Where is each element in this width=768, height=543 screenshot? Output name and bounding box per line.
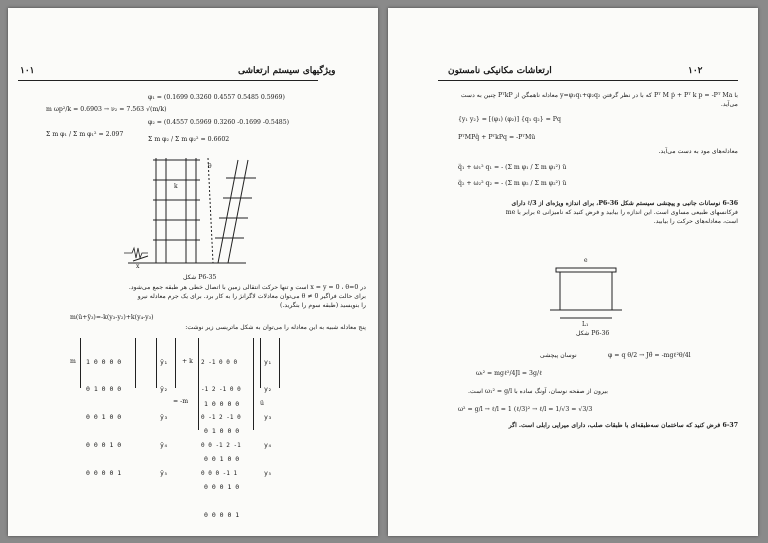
- problem-6-36-line: است، معادله‌های حرکت را بیابید.: [653, 218, 738, 225]
- vector-entry: ÿ₁: [160, 357, 168, 366]
- matrix-row: 0 -1 2 -1 0: [201, 414, 241, 422]
- ground-accel-symbol: ü: [260, 400, 264, 407]
- rhs-matrix-rows: [204, 381, 239, 536]
- paragraph-line: پنج معادله شبیه به این معادله را می‌توان به شکل ماتریسی زیر نوشت:: [185, 324, 366, 331]
- matrix-row: 0 0 1 0 0: [86, 413, 122, 422]
- equation-main: m(ü+ÿ₃)=-k(y₃-y₂)+k(y₄-y₃): [70, 314, 154, 321]
- left-page: [8, 8, 378, 536]
- matrix-row: 0 1 0 0 0: [86, 385, 122, 394]
- vector-entry: y₃: [264, 413, 272, 422]
- vector-entry: ÿ₃: [160, 413, 168, 422]
- page-number: ۱۰۱: [20, 66, 35, 76]
- identity-matrix-rows: [86, 339, 121, 497]
- paragraph-line: با Pᵀ M ṗ + Pᵀ k p = -Pᵀ Ma که با در نظر گرفتن y=φ₁q₁+φ₂q₂ معادله ناهمگن از PᵀkP چنین به دست: [460, 92, 738, 99]
- vector-entry: y₅: [264, 469, 272, 478]
- displacement-vector-rows: [264, 339, 280, 497]
- svg-text:k: k: [174, 183, 178, 190]
- matrix-row: 0 0 0 0 1: [204, 511, 240, 520]
- torsion-label: نوسان پیچشی: [540, 352, 577, 359]
- running-header: ویژگیهای سیستم ارتعاشی: [238, 66, 336, 76]
- equation-mode1: q̈₁ + ω₁² q₁ = - (Σ m φ₁ / Σ m φ₁²) ü: [458, 164, 567, 171]
- vector-entry: y₁: [264, 357, 272, 366]
- matrix-row: 0 1 0 0 0: [204, 427, 240, 436]
- matrix-row: 0 0 0 1 0: [86, 441, 122, 450]
- matrix-row: 1 0 0 0 0: [86, 357, 122, 366]
- paragraph-line: را بنویسید (طبقه سوم را بنگرید.): [279, 302, 366, 309]
- problem-6-36-line: فرکانسهای طبیعی مساوی است. این اندازه را بیابید و فرض کنید که نامیزانی e برابر با me: [505, 209, 738, 216]
- equation-modal-transform: {y₁ y₂} = [(φ₁) (φ₂)] {q₁ q₂} = Pq: [458, 116, 561, 123]
- equation-equal-freq: ω² = g/l → ℓ/l = 1 (ℓ/3)² → ℓ/l = 1/√3 = √3/3: [458, 406, 593, 413]
- paragraph-line: بیرون از صفحه نوسان، آونگ ساده با ω₁² = g/l است.: [468, 388, 608, 395]
- matrix-row: 0 0 0 0 1: [86, 469, 122, 478]
- equation-mass: m ωp²/k = 0.6903 → ν₂ = 7.563 √(m/k): [46, 106, 167, 113]
- equation-sum1: Σ m φ₁ / Σ m φ₁² = 2.097: [46, 131, 124, 138]
- vector-entry: ÿ₂: [160, 385, 168, 394]
- matrix-row: -1 2 -1 0 0: [201, 386, 241, 394]
- equation-phi1: φ₁ = (0.1699 0.3260 0.4557 0.5485 0.5969): [148, 94, 285, 101]
- mass-symbol: m: [70, 358, 76, 365]
- svg-text:x: x: [136, 263, 140, 270]
- vector-entry: y₄: [264, 441, 272, 450]
- vector-entry: ÿ₅: [160, 469, 168, 478]
- vector-entry: y₂: [264, 385, 272, 394]
- paragraph-line: معادله‌های مود به دست می‌آید.: [658, 148, 738, 155]
- building-frame-figure: [118, 148, 268, 273]
- paragraph-line: در x = y = 0 ، θ=0 است و تنها حرکت انتقالی زمین با اتصال خطی هر طبقه جمع می‌شود.: [128, 284, 366, 291]
- figure-caption: شکل P6-36: [576, 330, 610, 337]
- equation-phi2: φ₂ = (0.4557 0.5969 0.3260 -0.1699 -0.5485): [148, 119, 290, 126]
- header-rule: [18, 80, 318, 81]
- stiffness-symbol: + k: [182, 358, 193, 365]
- figure-caption: شکل P6-35: [183, 274, 217, 281]
- running-header: ارتعاشات مکانیکی نامستون: [448, 66, 552, 76]
- rhs-symbol: = -m: [173, 398, 189, 405]
- figure-label-e: e: [584, 257, 588, 264]
- equation-torsion-freq: ωₜ² = mgℓ²/4Jl = 3g/ℓ: [476, 370, 542, 377]
- matrix-row: 0 0 -1 2 -1: [201, 442, 241, 450]
- table-frame-figure: [548, 248, 638, 328]
- figure-label-l1: L₁: [582, 321, 589, 328]
- matrix-row: 0 0 0 -1 1: [201, 470, 238, 478]
- right-page: [388, 8, 758, 536]
- problem-6-36-line: 6-36 نوسانات جانبی و پیچشی سیستم شکل P6-36، برای اندازه ویژه‌ای از ℓ/3 دارای: [511, 200, 738, 207]
- matrix-row: 0 0 1 0 0: [204, 455, 240, 464]
- paragraph-line: برای حالت فراگیر θ ≠ 0 می‌توان معادلات لاگرانژ را به کار برد. برای یک جرم معادله نیرو: [137, 293, 366, 300]
- accel-vector-rows: [160, 339, 176, 497]
- equation-sum2: Σ m φ₂ / Σ m φ₂² = 0.6602: [148, 136, 230, 143]
- header-rule: [438, 80, 738, 81]
- paragraph-line: می‌آید.: [720, 101, 738, 108]
- matrix-row: 1 0 0 0 0: [204, 399, 240, 408]
- matrix-row: 2 -1 0 0 0: [201, 358, 238, 366]
- vector-entry: ÿ₄: [160, 441, 168, 450]
- problem-6-37-line: 6-37 فرض کنید که ساختمان سه‌طبقه‌ای با طبقات صلب، دارای میرایی رابلی است. اگر: [508, 422, 738, 429]
- svg-text:θ: θ: [208, 163, 212, 170]
- equation-torsion: φ = q θ/2 → Jθ̈ = -mgℓ²θ/4l: [608, 352, 691, 359]
- equation-mode2: q̈₂ + ω₂² q₂ = - (Σ m φ₂ / Σ m φ₂²) ü: [458, 180, 567, 187]
- equation-modal-system: PᵀMPq̈ + PᵀkPq = -PᵀMü: [458, 134, 536, 141]
- matrix-row: 0 0 0 1 0: [204, 483, 240, 492]
- page-number: ۱۰۲: [688, 66, 703, 76]
